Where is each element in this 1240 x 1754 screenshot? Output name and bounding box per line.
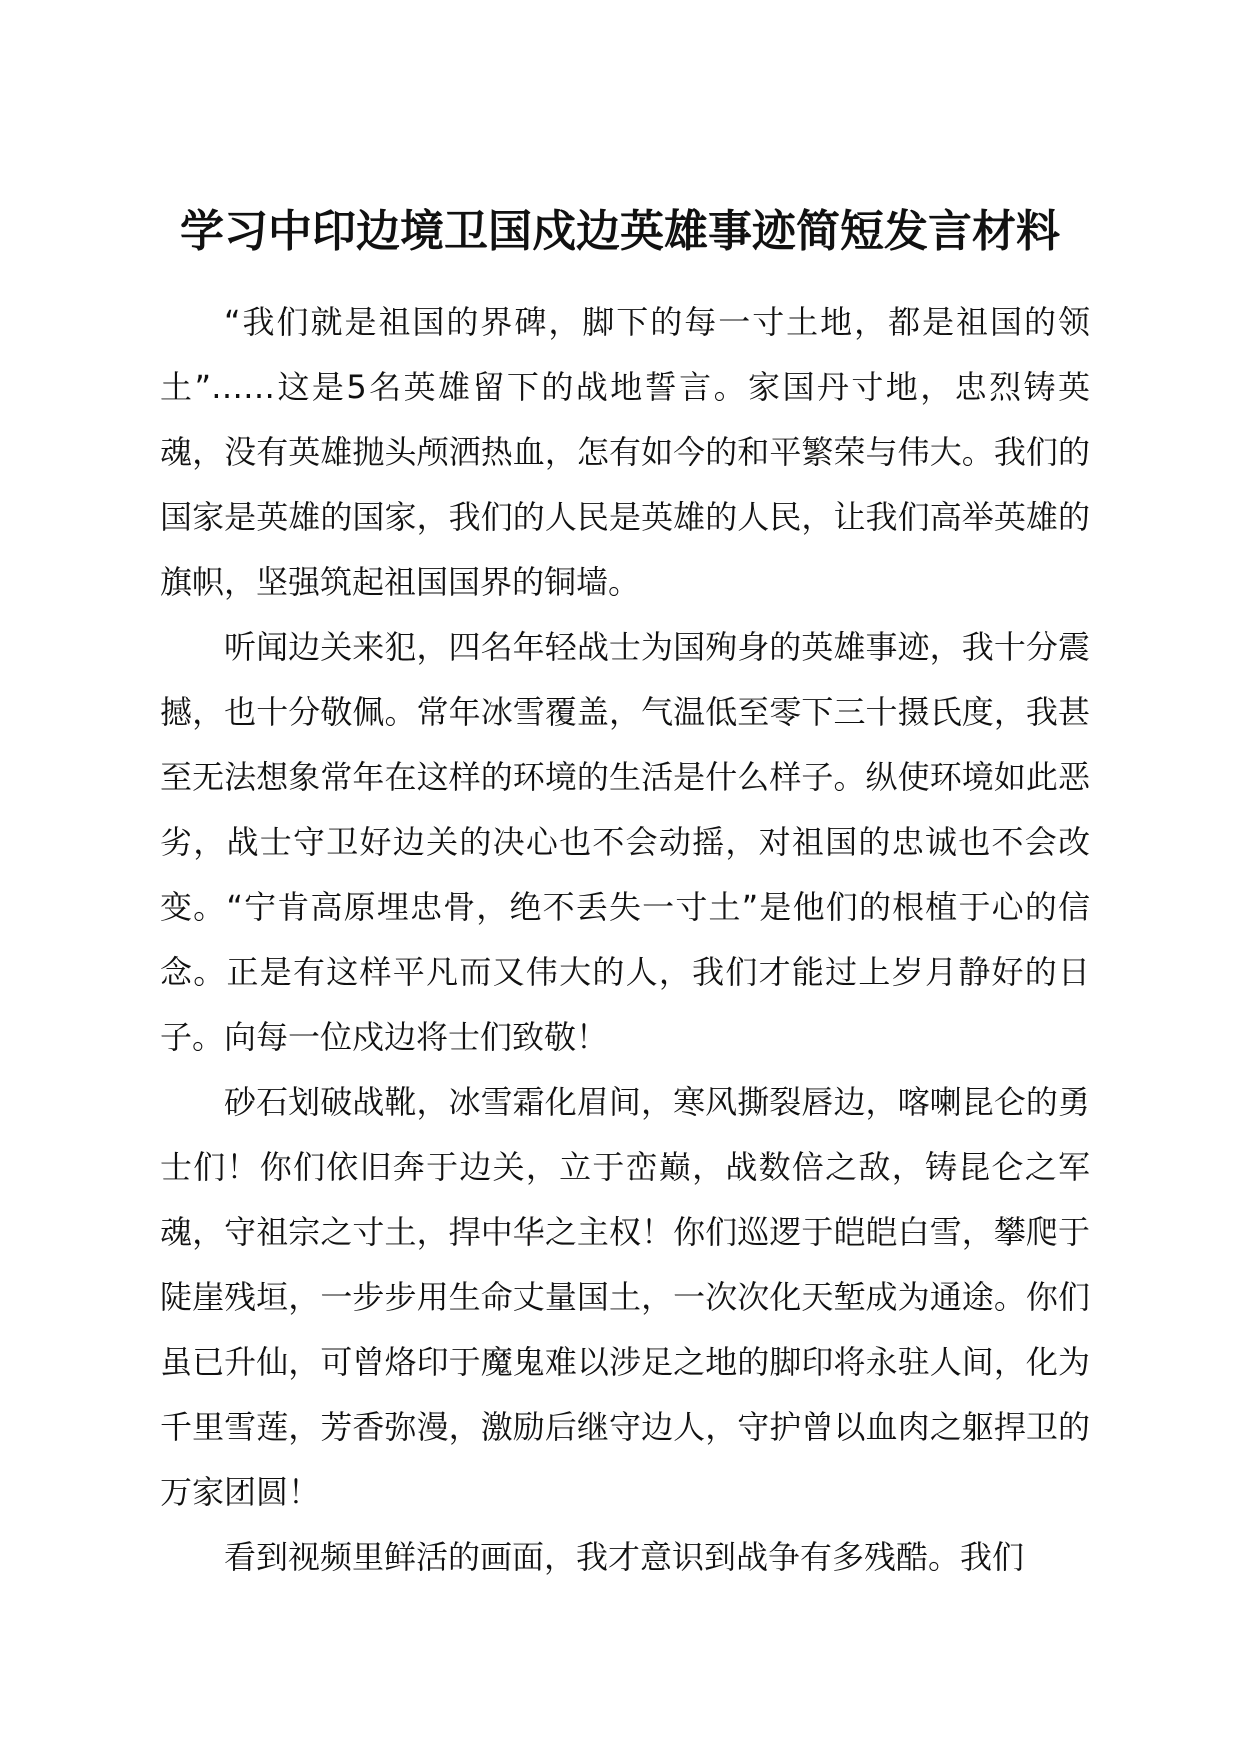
paragraph-2: 听闻边关来犯，四名年轻战士为国殉身的英雄事迹，我十分震撼，也十分敬佩。常年冰雪覆盖，气温低至零下三十摄氏度，我甚至无法想象常年在这样的环境的生活是什么样子。纵使环境如此恶劣，战士守卫好边关的决心也不会动摇，对祖国的忠诚也不会改变。“宁肯高原埋忠骨，绝不丢失一寸土”是他们的根植于心的信念。正是有这样平凡而又伟大的人，我们才能过上岁月静好的日子。向每一位戍边将士们致敬！: [160, 628, 1090, 1056]
paragraph-1: “我们就是祖国的界碑，脚下的每一寸土地，都是祖国的领土”……这是5名英雄留下的战地誓言。家国丹寸地，忠烈铸英魂，没有英雄抛头颅洒热血，怎有如今的和平繁荣与伟大。我们的国家是英雄的国家，我们的人民是英雄的人民，让我们高举英雄的旗帜，坚强筑起祖国国界的铜墙。: [160, 303, 1090, 601]
paragraph-4: 看到视频里鲜活的画面，我才意识到战争有多残酷。我们: [224, 1538, 1025, 1576]
paragraph-3: 砂石划破战靴，冰雪霜化眉间，寒风撕裂唇边，喀喇昆仑的勇士们！你们依旧奔于边关，立于峦巅，战数倍之敌，铸昆仑之军魂，守祖宗之寸土，捍中华之主权！你们巡逻于皑皑白雪，攀爬于陡崖残垣，一步步用生命丈量国土，一次次化天堑成为通途。你们虽已升仙，可曾烙印于魔鬼难以涉足之地的脚印将永驻人间，化为千里雪莲，芳香弥漫，激励后继守边人，守护曾以血肉之躯捍卫的万家团圆！: [160, 1083, 1090, 1511]
document-title: 学习中印边境卫国戍边英雄事迹简短发言材料: [180, 206, 1060, 257]
document-body: [160, 290, 1090, 1590]
